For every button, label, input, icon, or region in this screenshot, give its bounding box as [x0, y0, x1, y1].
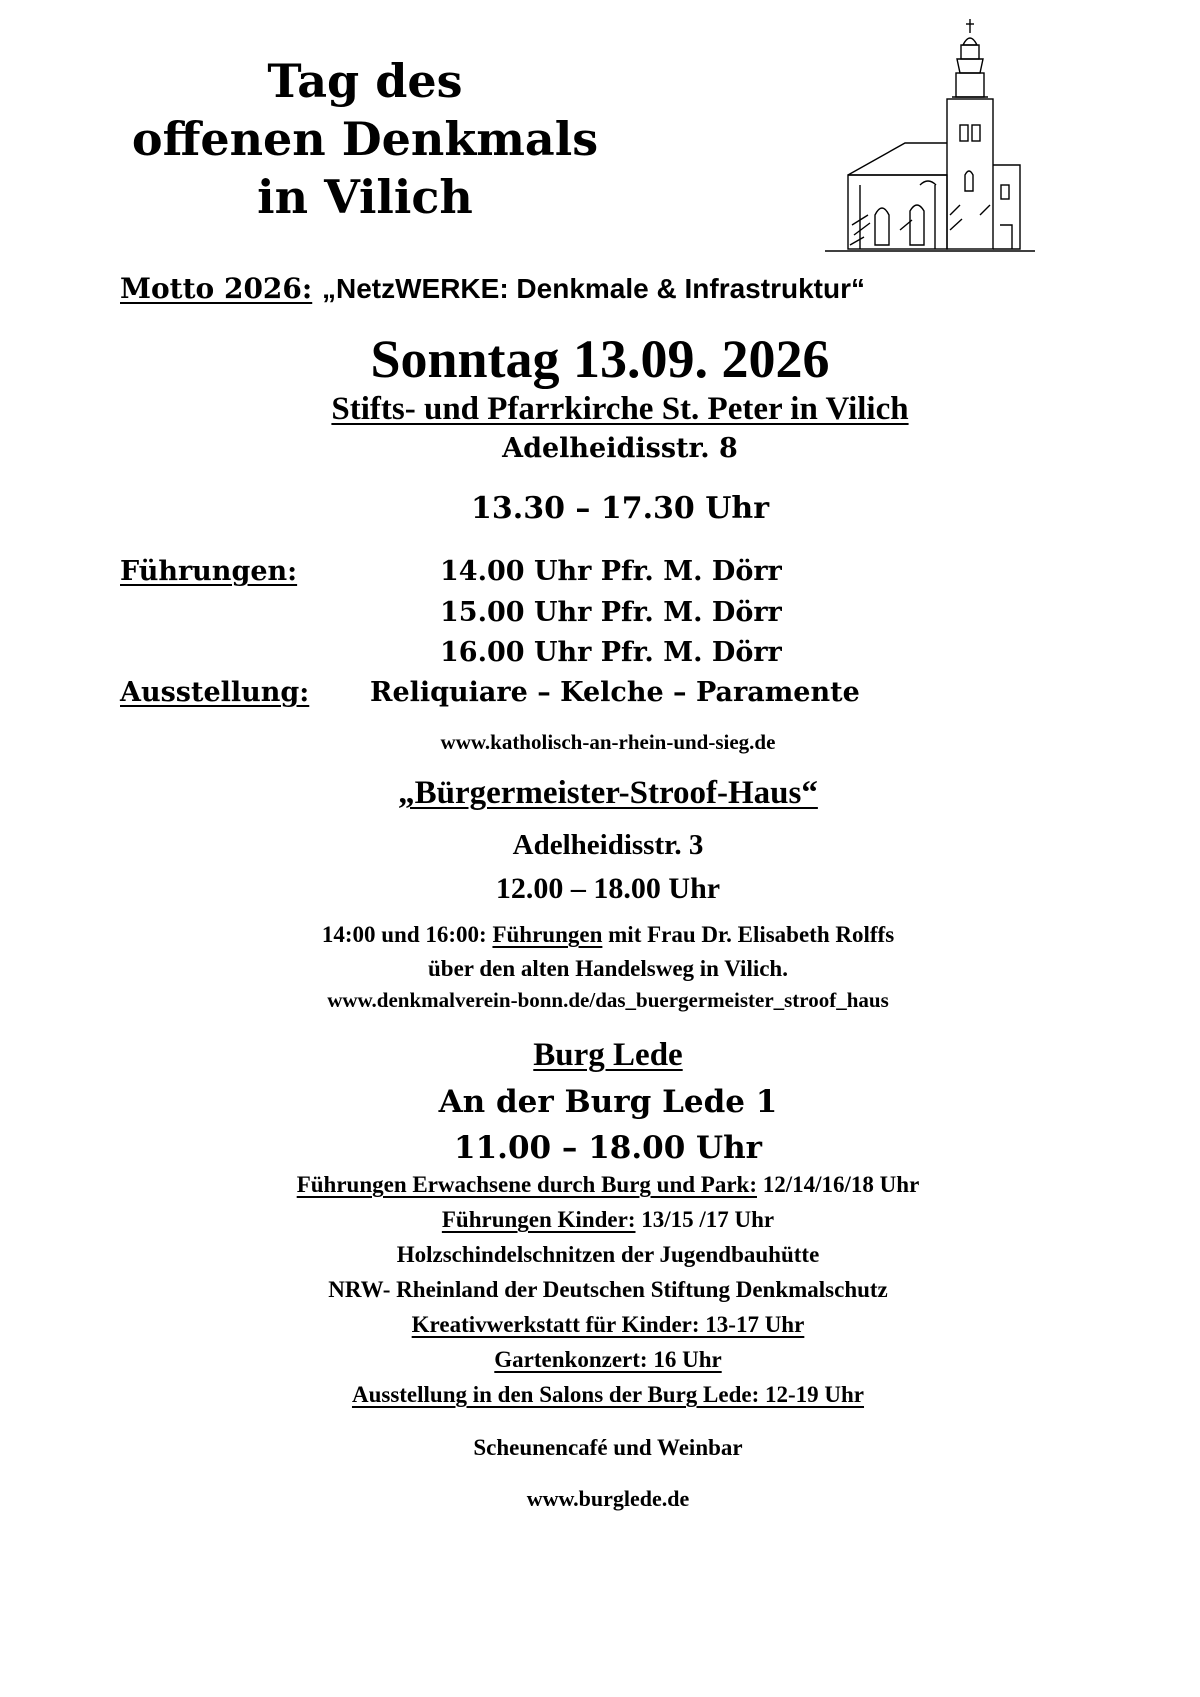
burg-cafe: Scheunencafé und Weinbar [473, 1435, 743, 1460]
burg-concert [8, 1345, 1200, 1375]
motto-line [120, 272, 865, 305]
burg-adult-tours-times: 12/14/16/18 Uhr [762, 1172, 920, 1197]
church-tour-1: 14.00 Uhr Pfr. M. Dörr [440, 556, 782, 587]
burg-concert-text: Gartenkonzert: 16 Uhr [494, 1347, 722, 1372]
burg-hours: 11.00 – 18.00 Uhr [454, 1130, 762, 1166]
church-exhibition-label: Ausstellung: [120, 677, 310, 708]
event-date: Sonntag 13.09. 2026 [370, 329, 830, 389]
church-name-text: Stifts- und Pfarrkirche St. Peter in Vilich [331, 391, 909, 427]
burg-adult-tours-label: Führungen Erwachsene durch Burg und Park: [296, 1172, 757, 1197]
stroof-tour-topic: über den alten Handelsweg in Vilich. [428, 956, 788, 981]
burg-name-text: Burg Lede [533, 1037, 683, 1073]
burg-salons [8, 1380, 1200, 1410]
burg-kids-tours [8, 1205, 1200, 1235]
burg-creative-text: Kreativwerkstatt für Kinder: 13-17 Uhr [411, 1312, 805, 1337]
burg-workshop-line-1: Holzschindelschnitzen der Jugendbauhütte [396, 1242, 820, 1267]
burg-kids-tours-times: 13/15 /17 Uhr [641, 1207, 775, 1232]
title-line-1: Tag des [267, 54, 463, 108]
church-hours: 13.30 – 17.30 Uhr [471, 491, 769, 526]
motto-label: Motto 2026: [120, 272, 313, 305]
title-line-2: offenen Denkmals [131, 112, 599, 166]
burg-creative [8, 1310, 1200, 1340]
burg-address: An der Burg Lede 1 [438, 1084, 778, 1120]
stroof-tour-time: 14:00 und 16:00: [321, 922, 487, 947]
stroof-tour-label: Führungen [492, 922, 603, 947]
stroof-tour-line [8, 920, 1200, 950]
burg-workshop-line-2: NRW- Rheinland der Deutschen Stiftung Denkmalschutz [328, 1277, 888, 1302]
burg-website[interactable]: www.burglede.de [526, 1486, 690, 1511]
title-line-3: in Vilich [257, 170, 473, 224]
church-exhibition-text: Reliquiare – Kelche – Paramente [370, 677, 860, 708]
stroof-hours: 12.00 – 18.00 Uhr [495, 872, 721, 905]
motto-text: „NetzWERKE: Denkmale & Infrastruktur“ [321, 273, 865, 304]
stroof-tour-text: mit Frau Dr. Elisabeth Rolffs [608, 922, 895, 947]
church-tour-2: 15.00 Uhr Pfr. M. Dörr [440, 597, 782, 628]
burg-salons-text: Ausstellung in den Salons der Burg Lede: 12-19 Uhr [351, 1382, 865, 1407]
stroof-name-text: „Bürgermeister-Stroof-Haus“ [398, 775, 818, 811]
church-drawing [820, 15, 1040, 265]
church-tour-3: 16.00 Uhr Pfr. M. Dörr [440, 637, 782, 668]
stroof-website[interactable]: www.denkmalverein-bonn.de/das_buergermeister_stroof_haus [327, 988, 889, 1012]
stroof-name [8, 772, 1200, 814]
church-name [20, 388, 1200, 430]
church-tours-label: Führungen: [120, 556, 298, 587]
burg-adult-tours [8, 1170, 1200, 1200]
church-website[interactable]: www.katholisch-an-rhein-und-sieg.de [440, 730, 776, 754]
burg-kids-tours-label: Führungen Kinder: [441, 1207, 636, 1232]
stroof-address: Adelheidisstr. 3 [512, 829, 704, 861]
church-address: Adelheidisstr. 8 [502, 433, 738, 464]
burg-name [8, 1034, 1200, 1076]
